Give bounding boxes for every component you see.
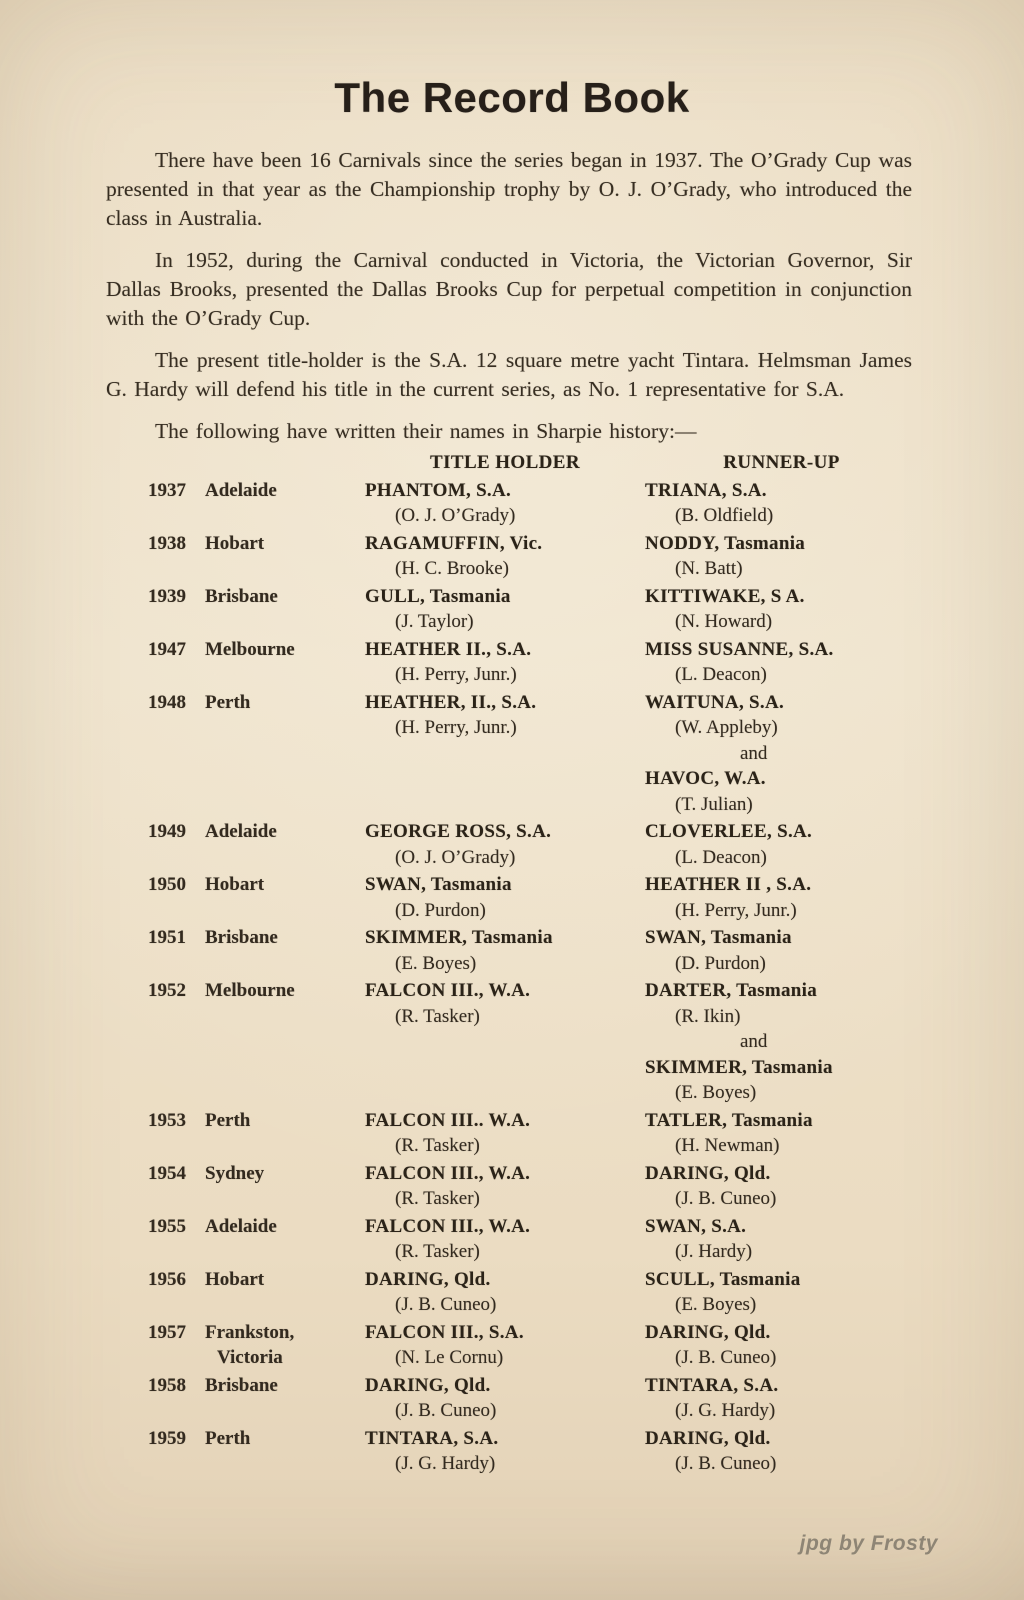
row-year: 1949 [148,821,186,842]
row-venue [205,1161,365,1212]
skipper-name: (R. Ikin) [675,1005,741,1027]
table-row [148,478,918,529]
venue-line: Hobart [205,1268,265,1290]
skipper-name: (T. Julian) [675,793,753,815]
table-intro: The following have written their names in Sharpie history:— [155,419,697,443]
skipper-name: (J. G. Hardy) [675,1400,776,1421]
body-copy [106,146,912,446]
row-year: 1950 [148,874,186,895]
table-row [148,1320,918,1371]
skipper-name: (H. Perry, Junr.) [395,664,517,685]
skipper-name: (J. B. Cuneo) [675,1347,777,1368]
venue-line: Adelaide [205,1215,277,1237]
row-venue [205,531,365,582]
boat-name: FALCON III., W.A. [365,980,531,1001]
runner-up-cell [645,1373,918,1424]
skipper-name: (R. Tasker) [395,1005,480,1027]
boat-name: SWAN, Tasmania [645,927,792,948]
row-venue [205,1373,365,1424]
row-year: 1958 [148,1374,186,1396]
boat-name: DARING, Qld. [645,1162,771,1184]
row-year: 1954 [148,1162,186,1184]
boat-name: DARING, Qld. [645,1321,771,1343]
skipper-name: (B. Oldfield) [675,505,774,526]
paragraph-carnivals: There have been 16 Carnivals since the series began in 1937. The O’Grady Cup was presented in that year as the Championship trophy by O. J. O’Grady, who introduced the class in Australia. [106,148,912,230]
row-year: 1953 [148,1109,186,1131]
column-header-runner-up: RUNNER-UP [723,452,840,473]
skipper-name: (D. Purdon) [675,952,766,974]
venue-line: Hobart [205,532,265,554]
title-holder-cell [365,872,645,923]
venue-line: Adelaide [205,821,277,842]
runner-up-cell [645,1161,918,1212]
venue-line: Perth [205,1109,251,1131]
runner-up-cell [645,478,918,529]
runner-up-cell [645,872,918,923]
boat-name: GULL, Tasmania [365,585,511,607]
venue-line: Sydney [205,1162,265,1184]
skipper-name: (J. B. Cuneo) [395,1400,497,1421]
table-row [148,819,918,870]
boat-name: CLOVERLEE, S.A. [645,821,813,842]
table-header-row [148,450,918,476]
boat-name: DARING, Qld. [645,1427,771,1449]
boat-name: SKIMMER, Tasmania [365,927,553,948]
boat-name: FALCON III., S.A. [365,1321,524,1343]
skipper-name: (E. Boyes) [675,1294,757,1315]
boat-name: TINTARA, S.A. [645,1374,779,1396]
row-year: 1956 [148,1268,186,1290]
skipper-name: (H. Perry, Junr.) [675,899,797,921]
table-row [148,1267,918,1318]
venue-line: Perth [205,1427,251,1449]
runner-up-cell [645,819,918,870]
boat-name: MISS SUSANNE, S.A. [645,638,834,660]
table-row [148,1426,918,1477]
boat-name: HEATHER, II., S.A. [365,691,537,713]
runner-up-cell [645,978,918,1106]
table-row [148,1108,918,1159]
skipper-name: (L. Deacon) [675,664,767,685]
venue-line: Brisbane [205,927,278,948]
title-holder-cell [365,531,645,582]
boat-name: HEATHER II., S.A. [365,638,532,660]
title-holder-cell [365,584,645,635]
row-venue [205,819,365,870]
table-row [148,690,918,818]
row-venue [205,584,365,635]
row-venue [205,978,365,1106]
skipper-name: (R. Tasker) [395,1241,480,1262]
runner-up-cell [645,637,918,688]
skipper-name: (J. B. Cuneo) [675,1453,777,1474]
runner-up-cell [645,1214,918,1265]
boat-name: SCULL, Tasmania [645,1268,801,1290]
row-venue [205,1426,365,1477]
title-holder-cell [365,1426,645,1477]
skipper-name: (J. B. Cuneo) [395,1294,497,1315]
skipper-name: (O. J. O’Grady) [395,846,516,868]
row-venue [205,690,365,818]
row-year: 1938 [148,532,186,554]
table-row [148,978,918,1106]
table-row [148,1214,918,1265]
paragraph-dallas-brooks-cup: In 1952, during the Carnival conducted in Victoria, the Victorian Governor, Sir Dallas Brooks, presented the Dallas Brooks Cup for perpetual competition in conjunction with the O’Grady Cup. [106,248,912,330]
row-venue [205,1108,365,1159]
row-year: 1948 [148,691,186,713]
table-row [148,925,918,976]
table-row [148,531,918,582]
skipper-name: (N. Howard) [675,611,773,632]
watermark: jpg by Frosty [799,1532,938,1555]
skipper-name: (H. Newman) [675,1135,780,1156]
title-holder-cell [365,978,645,1106]
title-holder-cell [365,1320,645,1371]
skipper-name: (E. Boyes) [675,1082,757,1103]
runner-up-cell [645,1108,918,1159]
row-venue [205,1320,365,1371]
table-row [148,872,918,923]
title-holder-cell [365,478,645,529]
row-venue [205,1267,365,1318]
skipper-name: (N. Le Cornu) [395,1347,504,1368]
venue-line: Hobart [205,874,265,895]
venue-line: Adelaide [205,479,277,501]
boat-name: FALCON III., W.A. [365,1162,531,1184]
row-year: 1959 [148,1427,186,1449]
table-row [148,637,918,688]
row-year: 1951 [148,927,186,948]
title-holder-cell [365,1267,645,1318]
boat-name: HAVOC, W.A. [645,768,766,789]
boat-name: FALCON III., W.A. [365,1215,531,1237]
record-table [148,450,918,1477]
row-year: 1937 [148,479,186,501]
boat-name: TATLER, Tasmania [645,1109,813,1131]
title-holder-cell [365,819,645,870]
row-year: 1952 [148,980,186,1001]
table-row [148,584,918,635]
runner-up-cell [645,1426,918,1477]
boat-name: WAITUNA, S.A. [645,691,785,713]
boat-name: KITTIWAKE, S A. [645,585,805,607]
row-venue [205,872,365,923]
skipper-name: (H. C. Brooke) [395,558,509,579]
skipper-name: (R. Tasker) [395,1135,480,1156]
venue-line: Perth [205,691,251,713]
row-venue [205,925,365,976]
runner-up-cell [645,1320,918,1371]
title-holder-cell [365,925,645,976]
venue-line: Melbourne [205,980,295,1001]
row-venue [205,1214,365,1265]
runner-up-cell [645,531,918,582]
table-row [148,1161,918,1212]
year-venue-spacer [148,450,365,476]
record-table-rows [148,478,918,1477]
boat-name: DARING, Qld. [365,1374,491,1396]
skipper-name: (H. Perry, Junr.) [395,717,517,738]
column-header-title-holder: TITLE HOLDER [430,452,580,473]
boat-name: DARTER, Tasmania [645,980,818,1001]
row-year: 1947 [148,638,186,660]
boat-name: NODDY, Tasmania [645,532,806,554]
boat-name: TRIANA, S.A. [645,479,767,501]
boat-name: RAGAMUFFIN, Vic. [365,532,543,554]
title-holder-cell [365,1214,645,1265]
venue-line: Frankston, [205,1321,295,1343]
skipper-name: (J. Taylor) [395,611,474,632]
row-venue [205,478,365,529]
skipper-name: (N. Batt) [675,558,743,579]
skipper-name: (J. G. Hardy) [395,1453,496,1474]
runner-up-cell [645,925,918,976]
boat-name: GEORGE ROSS, S.A. [365,821,552,842]
venue-line: Victoria [217,1347,283,1368]
skipper-name: (R. Tasker) [395,1188,480,1209]
boat-name: SWAN, S.A. [645,1215,747,1237]
boat-name: PHANTOM, S.A. [365,479,512,501]
skipper-name: (D. Purdon) [395,899,486,921]
skipper-name: (O. J. O’Grady) [395,505,516,526]
skipper-name: (W. Appleby) [675,717,778,738]
skipper-name: (E. Boyes) [395,952,477,974]
skipper-name: (J. B. Cuneo) [675,1188,777,1209]
venue-line: Brisbane [205,1374,278,1396]
paragraph-title-holder: The present title-holder is the S.A. 12 square metre yacht Tintara. Helmsman James G. Hardy will defend his title in the current series, as No. 1 representative for S.A. [106,348,912,401]
runner-up-cell [645,1267,918,1318]
page-title: The Record Book [334,74,690,121]
skipper-name: (L. Deacon) [675,846,767,868]
boat-name: HEATHER II , S.A. [645,874,812,895]
row-year: 1955 [148,1215,186,1237]
boat-name: TINTARA, S.A. [365,1427,499,1449]
boat-name: DARING, Qld. [365,1268,491,1290]
skipper-name: (J. Hardy) [675,1241,753,1262]
row-year: 1957 [148,1321,186,1343]
boat-name: SKIMMER, Tasmania [645,1056,833,1078]
row-year: 1939 [148,585,186,607]
title-holder-cell [365,637,645,688]
venue-line: Brisbane [205,585,278,607]
boat-name: SWAN, Tasmania [365,874,512,895]
runner-up-cell [645,584,918,635]
title-holder-cell [365,690,645,818]
table-row [148,1373,918,1424]
title-holder-cell [365,1161,645,1212]
title-holder-cell [365,1373,645,1424]
title-holder-cell [365,1108,645,1159]
conjunction: and [740,1031,768,1052]
boat-name: FALCON III.. W.A. [365,1109,531,1131]
runner-up-cell [645,690,918,818]
row-venue [205,637,365,688]
venue-line: Melbourne [205,638,295,660]
conjunction: and [740,742,768,764]
